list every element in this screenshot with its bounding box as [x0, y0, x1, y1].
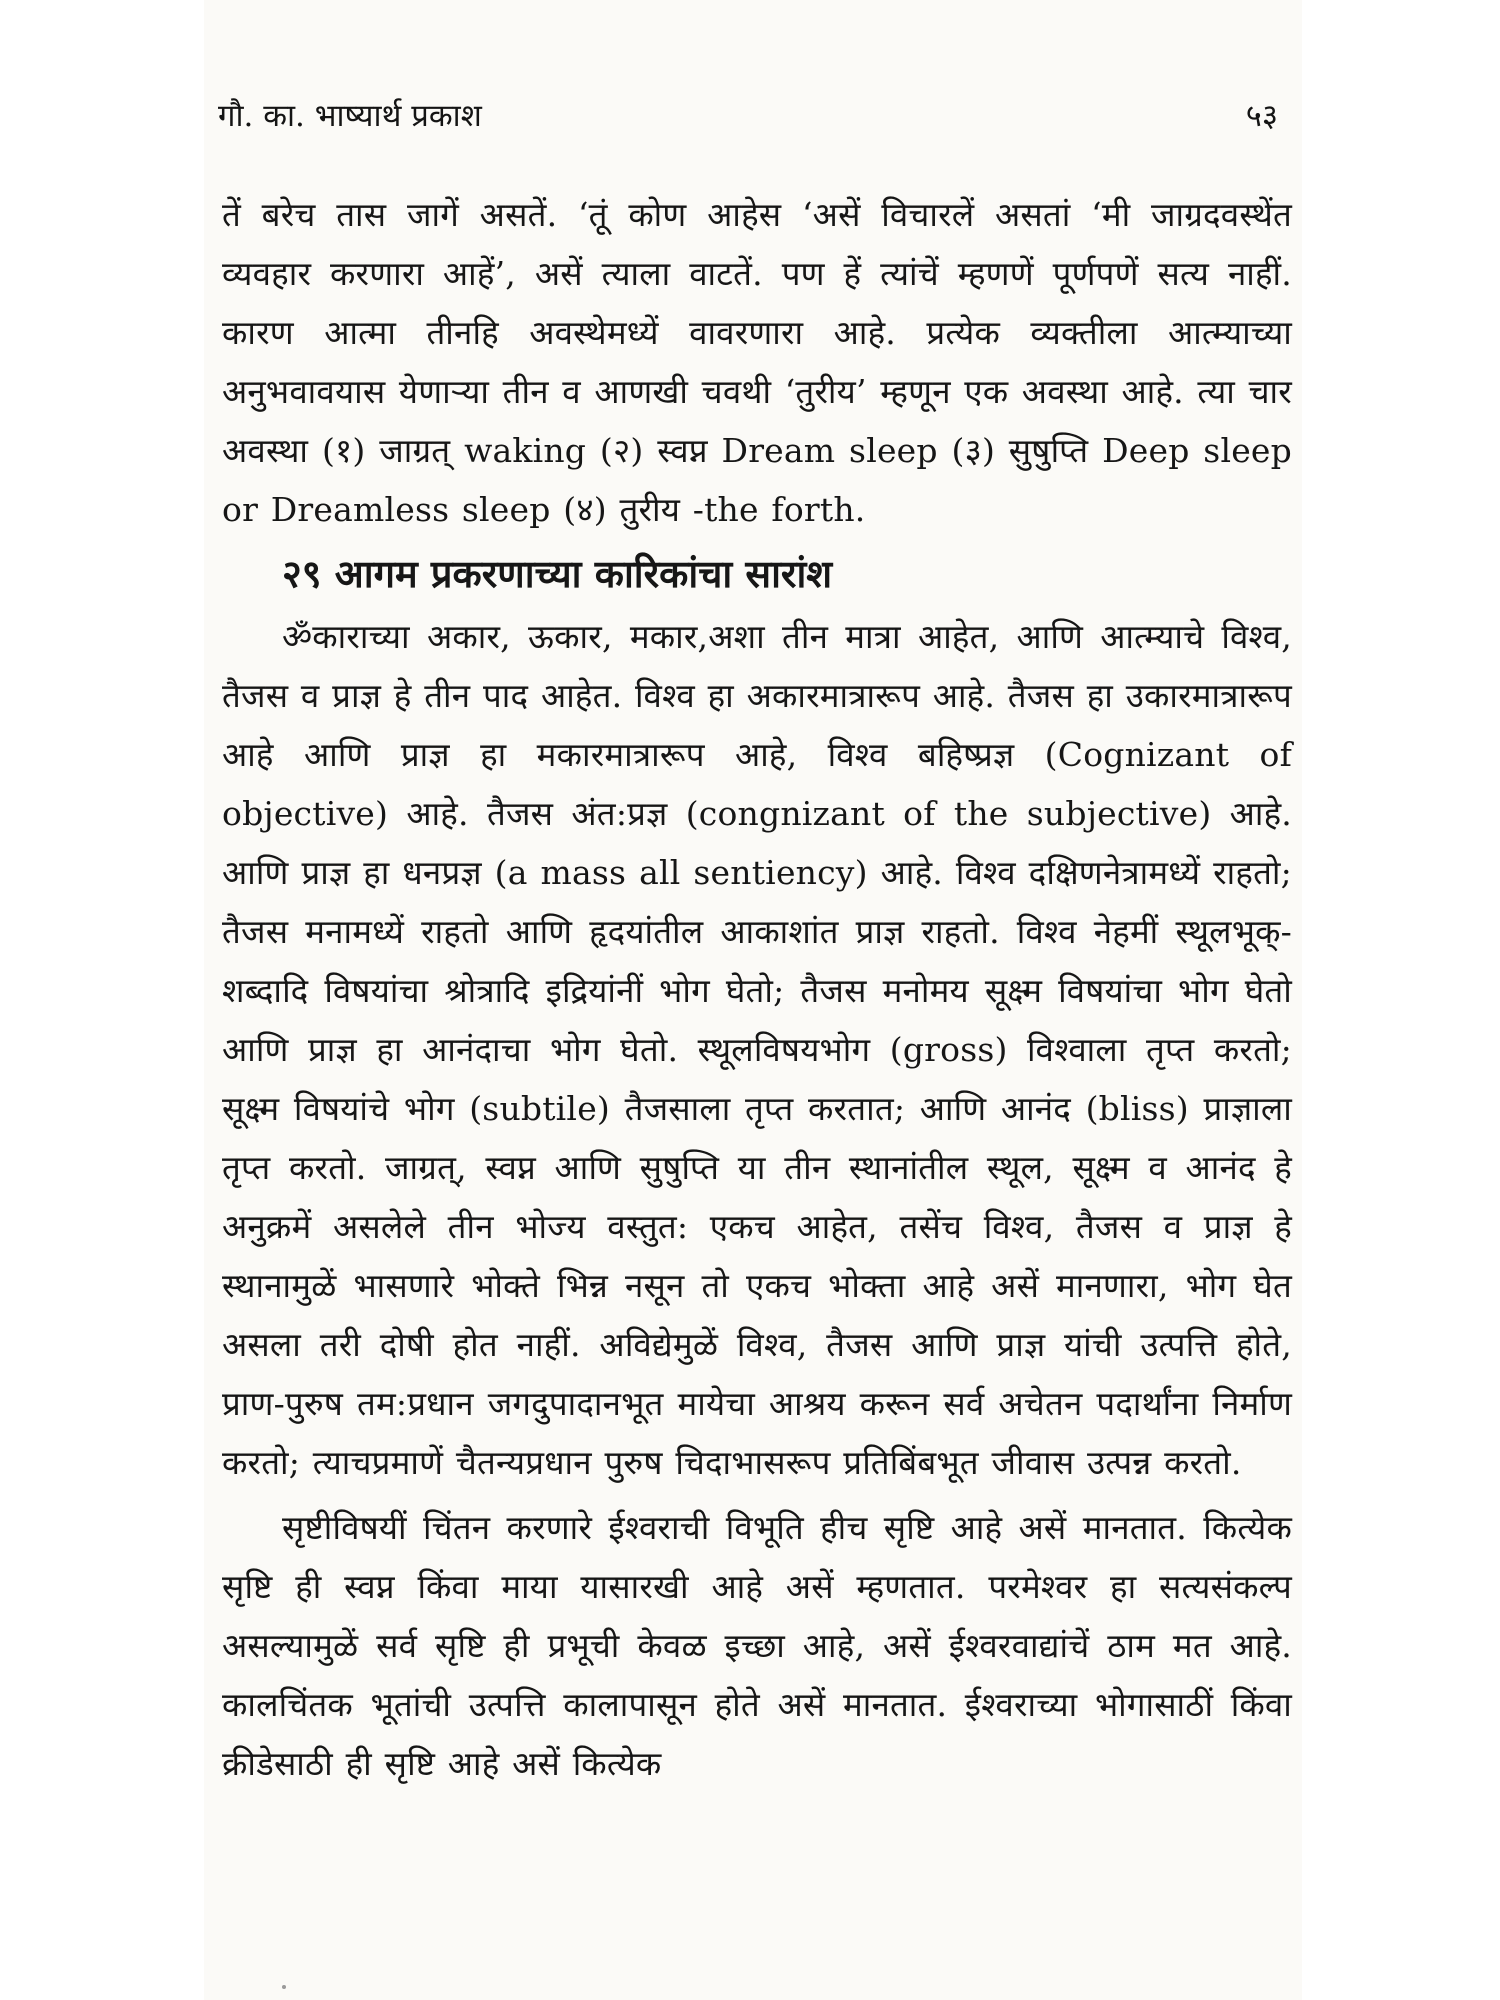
page-header: [218, 88, 1288, 148]
paragraph-karika-summary: ॐकाराच्या अकार, ऊकार, मकार,अशा तीन मात्रा आहेत, आणि आत्म्याचे विश्व, तैजस व प्राज्ञ हे तीन पाद आहेत. विश्व हा अकारमात्रारूप आहे. तैजस हा उकारमात्रारूप आहे आणि प्राज्ञ हा मकारमात्रारूप आहे, विश्व बहिष्प्रज्ञ (Cognizant of objective) आहे. तैजस अंत:प्रज्ञ (congnizant of the subjective) आहे. आणि प्राज्ञ हा धनप्रज्ञ (a mass all sentiency) आहे. विश्व दक्षिणनेत्रामध्यें राहतो; तैजस मनामध्यें राहतो आणि हृदयांतील आकाशांत प्राज्ञ राहतो. विश्व नेहमीं स्थूलभूक्-शब्दादि विषयांचा श्रोत्रादि इद्रियांनीं भोग घेतो; तैजस मनोमय सूक्ष्म विषयांचा भोग घेतो आणि प्राज्ञ हा आनंदाचा भोग घेतो. स्थूलविषयभोग (gross) विश्वाला तृप्त करतो; सूक्ष्म विषयांचे भोग (subtile) तैजसाला तृप्त करतात; आणि आनंद (bliss) प्राज्ञाला तृप्त करतो. जाग्रत्, स्वप्न आणि सुषुप्ति या तीन स्थानांतील स्थूल, सूक्ष्म व आनंद हे अनुक्रमें असलेले तीन भोज्य वस्तुत: एकच आहेत, तसेंच विश्व, तैजस व प्राज्ञ हे स्थानामुळें भासणारे भोक्ते भिन्न नसून तो एकच भोक्ता आहे असें मानणारा, भोग घेत असला तरी दोषी होत नाहीं. अविद्येमुळें विश्व, तैजस आणि प्राज्ञ यांची उत्पत्ति होते, प्राण-पुरुष तम:प्रधान जगदुपादानभूत मायेचा आश्रय करून सर्व अचेतन पदार्थांना निर्माण करतो; त्याचप्रमाणें चैतन्यप्रधान पुरुष चिदाभासरूप प्रतिबिंबभूत जीवास उत्पन्न करतो.: [222, 617, 1292, 1482]
page-speck: [282, 1985, 286, 1989]
page-body: [222, 185, 1292, 1793]
section-heading: २९ आगम प्रकरणाच्या कारिकांचा सारांश: [282, 552, 833, 596]
paragraph-srishti: सृष्टीविषयीं चिंतन करणारे ईश्वराची विभूति हीच सृष्टि आहे असें मानतात. कित्येक सृष्टि ही स्वप्न किंवा माया यासारखी आहे असें म्हणतात. परमेश्वर हा सत्यसंकल्प असल्यामुळें सर्व सृष्टि ही प्रभूची केवळ इच्छा आहे, असें ईश्वरवाद्यांचें ठाम मत आहे. कालचिंतक भूतांची उत्पत्ति कालापासून होते असें मानतात. ईश्वराच्या भोगासाठीं किंवा क्रीडेसाठी ही सृष्टि आहे असें कित्येक: [222, 1508, 1292, 1783]
paragraph-avastha: तें बरेच तास जागें असतें. ‘तूं कोण आहेस ‘असें विचारलें असतां ‘मी जाग्रदवस्थेंत व्यवहार करणारा आहें’, असें त्याला वाटतें. पण हें त्यांचें म्हणणें पूर्णपणें सत्य नाहीं. कारण आत्मा तीनहि अवस्थेमध्यें वावरणारा आहे. प्रत्येक व्यक्तीला आत्म्याच्या अनुभवावयास येणाऱ्या तीन व आणखी चवथी ‘तुरीय’ म्हणून एक अवस्था आहे. त्या चार अवस्था (१) जाग्रत् waking (२) स्वप्न Dream sleep (३) सुषुप्ति Deep sleep or Dreamless sleep (४) तुरीय -the forth.: [222, 195, 1292, 529]
running-title: गौ. का. भाष्यार्थ प्रकाश: [218, 98, 482, 134]
page-number: ५३: [1245, 98, 1278, 134]
